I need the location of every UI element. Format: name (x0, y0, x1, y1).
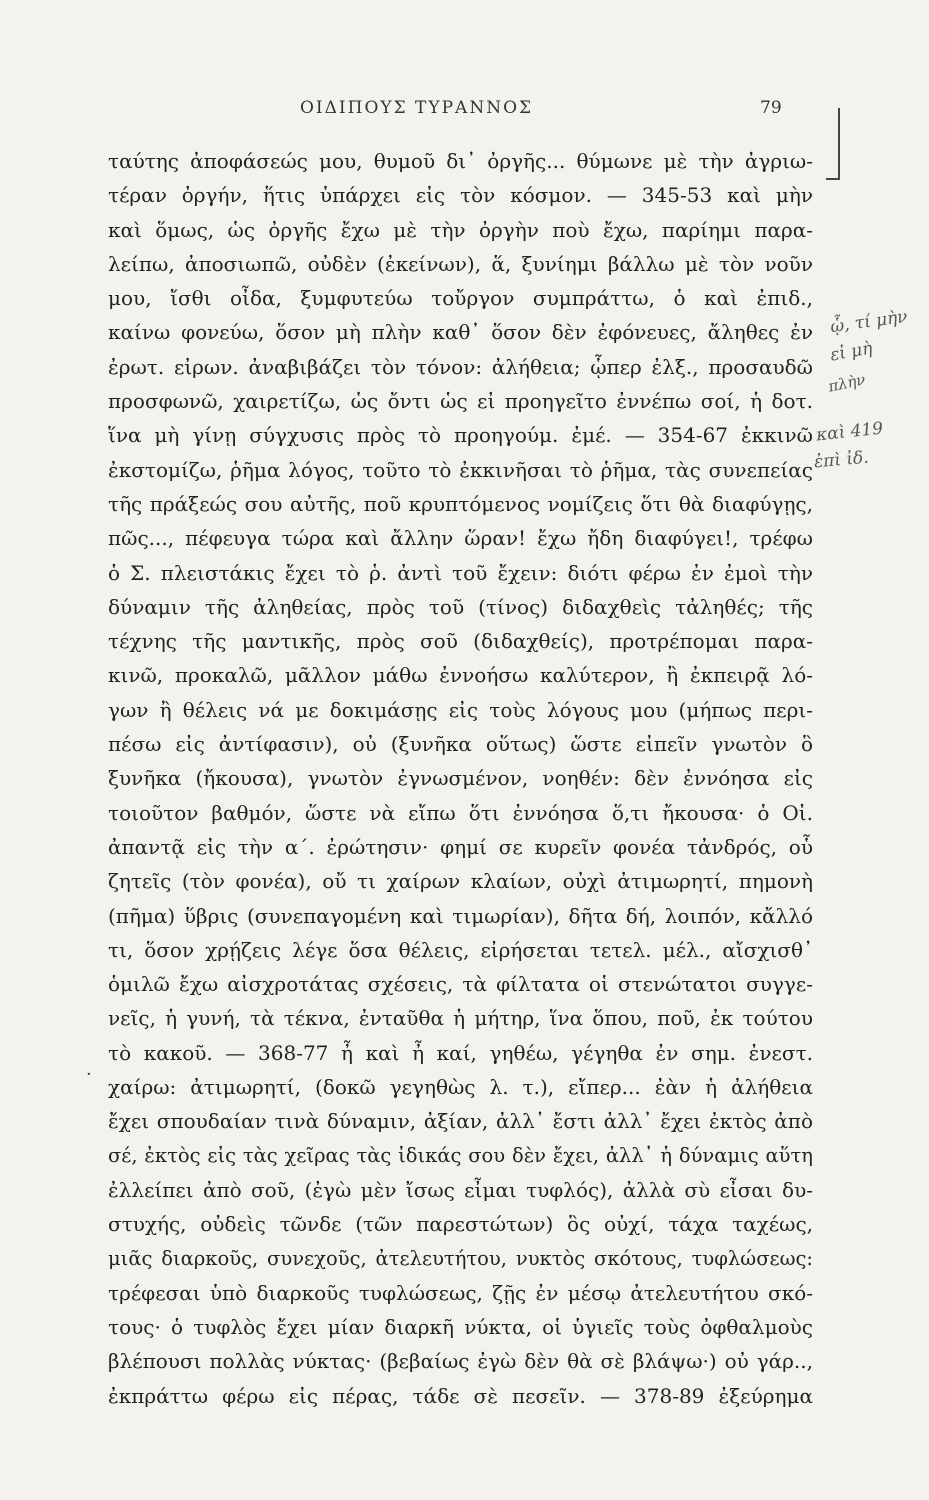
text-line: ἔχει σπουδαίαν τινὰ δύναμιν, ἀξίαν, ἀλλ᾽ ἔστι ἀλλ᾽ ἔχει ἐκτὸς ἀπὸ (108, 1109, 813, 1134)
text-line: τι, ὅσον χρῄζεις λέγε ὅσα θέλεις, εἰρήσεται τετελ. μέλ., αἴσχισθ᾽ (108, 937, 813, 962)
text-line: ζητεῖς (τὸν φονέα), οὔ τι χαίρων κλαίων, οὐχὶ ἀτιμωρητί, πημονὴ (108, 869, 813, 894)
text-line: γων ἢ θέλεις νά με δοκιμάσῃς εἰς τοὺς λόγους μου (μήπως περι- (108, 697, 813, 722)
text-line: τὸ κακοῦ. — 368-77 ἦ καὶ ἦ καί, γηθέω, γέγηθα ἐν σημ. ἐνεστ. (108, 1040, 813, 1065)
text-line: στυχής, οὐδεὶς τῶνδε (τῶν παρεστώτων) ὃς οὐχί, τάχα ταχέως, (108, 1212, 813, 1237)
text-line: προσφωνῶ, χαιρετίζω, ὡς ὄντι ὡς εἰ προηγεῖτο ἐννέπω σοί, ἡ δοτ. (108, 389, 813, 414)
text-line: ὁμιλῶ ἔχω αἰσχροτάτας σχέσεις, τὰ φίλτατα οἱ στενώτατοι συγγε- (108, 972, 813, 997)
text-line: τῆς πράξεώς σου αὐτῆς, ποῦ κρυπτόμενος νομίζεις ὅτι θὰ διαφύγῃς, (108, 491, 813, 516)
text-line: τοιοῦτον βαθμόν, ὥστε νὰ εἴπω ὅτι ἐννόησα ὅ,τι ἤκουσα· ὁ Οἰ. (108, 800, 813, 825)
text-line: τρέφεσαι ὑπὸ διαρκοῦς τυφλώσεως, ζῇς ἐν μέσῳ ἀτελευτήτου σκό- (108, 1280, 813, 1305)
text-line: ἵνα μὴ γίνῃ σύγχυσις πρὸς τὸ προηγούμ. ἐμέ. — 354-67 ἐκκινῶ (108, 423, 813, 448)
margin-mark: · (86, 1064, 92, 1085)
page-number: 79 (760, 98, 782, 118)
text-line: ἐκπράττω φέρω εἰς πέρας, τάδε σὲ πεσεῖν. — 378-89 ἐξεύρημα (108, 1383, 813, 1408)
text-line: σέ, ἐκτὸς εἰς τὰς χεῖρας τὰς ἰδικάς σου δὲν ἔχει, ἀλλ᾽ ἡ δύναμις αὕτη (108, 1143, 813, 1167)
text-line: ξυνῆκα (ἤκουσα), γνωτὸν ἐγνωσμένον, νοηθέν: δὲν ἐννόησα εἰς (108, 766, 813, 791)
text-line: καίνω φονεύω, ὅσον μὴ πλὴν καθ᾽ ὅσον δὲν ἐφόνευες, ἄληθες ἐν (108, 320, 813, 345)
text-line: κινῶ, προκαλῶ, μᾶλλον μάθω ἐννοήσω καλύτερον, ἢ ἐκπειρᾷ λό- (108, 663, 813, 688)
margin-note: ᾧ, τί μὴν (828, 306, 909, 338)
page-header (0, 98, 929, 128)
handwritten-margin-notes (800, 300, 929, 500)
text-line: μου, ἴσθι οἶδα, ξυμφυτεύω τοὔργον συμπράττω, ὁ καὶ ἐπιδ., (108, 286, 813, 311)
text-line: ἐλλείπει ἀπὸ σοῦ, (ἐγὼ μὲν ἴσως εἶμαι τυφλός), ἀλλὰ σὺ εἶσαι δυ- (108, 1177, 813, 1202)
running-title: ΟΙΔΙΠΟΥΣ ΤΥΡΑΝΝΟΣ (300, 98, 534, 118)
text-line: τέχνης τῆς μαντικῆς, πρὸς σοῦ (διδαχθείς), προτρέπομαι παρα- (108, 629, 813, 654)
text-line: ἐρωτ. εἰρων. ἀναβιβάζει τὸν τόνον: ἀλήθεια; ᾧπερ ἐλξ., προσαυδῶ (108, 354, 813, 379)
text-line: χαίρω: ἀτιμωρητί, (δοκῶ γεγηθὼς λ. τ.), εἴπερ... ἐὰν ἡ ἀλήθεια (108, 1075, 813, 1100)
text-line: τέραν ὀργήν, ἥτις ὑπάρχει εἰς τὸν κόσμον. — 345-53 καὶ μὴν (108, 183, 813, 208)
margin-note: καὶ 419 (815, 418, 885, 446)
text-line: πῶς..., πέφευγα τώρα καὶ ἄλλην ὥραν! ἔχω ἤδη διαφύγει!, τρέφω (108, 526, 813, 551)
text-line: (πῆμα) ὕβρις (συνεπαγομένη καὶ τιμωρίαν), δῆτα δή, λοιπόν, κἄλλό (108, 903, 813, 928)
margin-bracket (826, 108, 840, 180)
text-line: ταύτης ἀποφάσεώς μου, θυμοῦ δι᾽ ὀργῆς... θύμωνε μὲ τὴν ἀγριω- (108, 149, 813, 173)
text-line: δύναμιν τῆς ἀληθείας, πρὸς τοῦ (τίνος) διδαχθεὶς τἀληθές; τῆς (108, 594, 813, 619)
text-line: βλέπουσι πολλὰς νύκτας· (βεβαίως ἐγὼ δὲν θὰ σὲ βλάψω·) οὐ γάρ.., (108, 1349, 813, 1374)
text-line: τους· ὁ τυφλὸς ἔχει μίαν διαρκῆ νύκτα, οἱ ὑγιεῖς τοὺς ὀφθαλμοὺς (108, 1315, 813, 1340)
text-line: ἀπαντᾷ εἰς τὴν α΄. ἐρώτησιν· φημί σε κυρεῖν φονέα τἀνδρός, οὗ (108, 834, 813, 859)
text-line: καὶ ὅμως, ὡς ὀργῆς ἔχω μὲ τὴν ὀργὴν ποὺ ἔχω, παρίημι παρα- (108, 217, 813, 242)
margin-note: ἐπὶ ἰδ. (813, 447, 870, 473)
margin-note: πλὴν (826, 370, 867, 396)
text-line: ἐκστομίζω, ῥῆμα λόγος, τοῦτο τὸ ἐκκινῆσαι τὸ ῥῆμα, τὰς συνεπείας (108, 457, 813, 482)
text-line: νεῖς, ἡ γυνή, τὰ τέκνα, ἐνταῦθα ἡ μήτηρ, ἵνα ὅπου, ποῦ, ἐκ τούτου (108, 1006, 813, 1031)
commentary-text (108, 144, 813, 1413)
margin-note: εἰ μὴ (828, 338, 874, 366)
text-line: ὁ Σ. πλειστάκις ἔχει τὸ ῥ. ἀντὶ τοῦ ἔχειν: διότι φέρω ἐν ἐμοὶ τὴν (108, 560, 813, 585)
text-line: πέσω εἰς ἀντίφασιν), οὐ (ξυνῆκα οὕτως) ὥστε εἰπεῖν γνωτὸν ὃ (108, 732, 813, 757)
text-line: λείπω, ἀποσιωπῶ, οὐδὲν (ἐκείνων), ἅ, ξυνίημι βάλλω μὲ τὸν νοῦν (108, 251, 813, 276)
text-line: μιᾶς διαρκοῦς, συνεχοῦς, ἀτελευτήτου, νυκτὸς σκότους, τυφλώσεως: (108, 1246, 813, 1270)
